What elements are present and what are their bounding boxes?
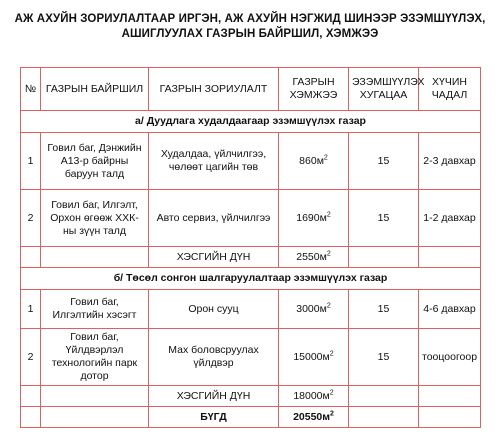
subtotal-label: ХЭСГИЙН ДҮН [149,386,279,407]
area-value: 20550м [293,410,331,423]
table-row [21,329,481,386]
table-header-row [21,68,481,111]
area-unit-sup: 2 [329,389,334,396]
row-term: 15 [349,329,419,386]
grand-total-value [279,407,349,428]
area-unit-sup: 2 [326,250,331,257]
row-no: 2 [21,329,41,386]
row-capacity: 1-2 давхар [419,190,481,247]
area-value: 18000м [293,389,330,402]
area-value: 2550м [296,250,327,263]
section-heading: б/ Төсөл сонгон шалгаруулалтаар эзэмшүүлэх газар [21,268,481,290]
area-unit-sup: 2 [326,302,331,309]
row-area [279,290,349,329]
subtotal-label: ХЭСГИЙН ДҮН [149,247,279,268]
grand-total-label: БҮГД [149,407,279,428]
area-unit-sup: 2 [323,154,328,161]
title-line-2: АШИГЛУУЛАХ ГАЗРЫН БАЙРШИЛ, ХЭМЖЭЭ [121,28,379,40]
area-value: 15000м [293,350,330,363]
area-value: 860м [299,154,324,167]
area-unit-sup: 2 [330,410,334,417]
subtotal-row [21,247,481,268]
header-term: ЭЗЭМШҮҮЛЭХ ХУГАЦАА [349,68,419,111]
title-line-1: АЖ АХУЙН ЗОРИУЛАЛТААР ИРГЭН, АЖ АХУЙН НЭГЖИД ШИНЭЭР ЭЗЭМШҮҮЛЭХ, [14,13,486,25]
section-heading-row [21,111,481,133]
row-purpose: Орон сууц [149,290,279,329]
header-area: ГАЗРЫН ХЭМЖЭЭ [279,68,349,111]
subtotal-row [21,386,481,407]
row-term: 15 [349,133,419,190]
row-area [279,329,349,386]
row-location: Говил баг, Илгэлтийн хэсэгт [41,290,149,329]
document-title [0,0,500,42]
row-capacity: 4-6 давхар [419,290,481,329]
table-row [21,290,481,329]
row-location: Говил баг, Илгэлт, Орхон өгөөж ХХК-ны зүүн талд [41,190,149,247]
row-no: 1 [21,133,41,190]
subtotal-value [279,247,349,268]
row-area [279,133,349,190]
row-location: Говил баг, Үйлдвэрлэл технологийн парк дотор [41,329,149,386]
land-allocation-table [20,67,481,428]
header-location: ГАЗРЫН БАЙРШИЛ [41,68,149,111]
grand-total-row [21,407,481,428]
area-unit-sup: 2 [329,350,334,357]
row-capacity: тооцоогоор [419,329,481,386]
area-value: 1690м [296,211,327,224]
row-capacity: 2-3 давхар [419,133,481,190]
header-capacity: ХҮЧИН ЧАДАЛ [419,68,481,111]
row-term: 15 [349,190,419,247]
row-purpose: Худалдаа, үйлчилгээ, чөлөөт цагийн төв [149,133,279,190]
row-purpose: Авто сервиз, үйлчилгээ [149,190,279,247]
table-row [21,190,481,247]
table-row [21,133,481,190]
row-purpose: Мах боловсруулах үйлдвэр [149,329,279,386]
subtotal-value [279,386,349,407]
area-value: 3000м [296,302,327,315]
section-heading-row [21,268,481,290]
row-no: 1 [21,290,41,329]
section-heading: а/ Дуудлага худалдаагаар эзэмшүүлэх газар [21,111,481,133]
row-no: 2 [21,190,41,247]
row-location: Говил баг, Дэнжийн А13-р байрны баруун талд [41,133,149,190]
area-unit-sup: 2 [326,211,331,218]
row-term: 15 [349,290,419,329]
row-area [279,190,349,247]
header-no: № [21,68,41,111]
header-purpose: ГАЗРЫН ЗОРИУЛАЛТ [149,68,279,111]
